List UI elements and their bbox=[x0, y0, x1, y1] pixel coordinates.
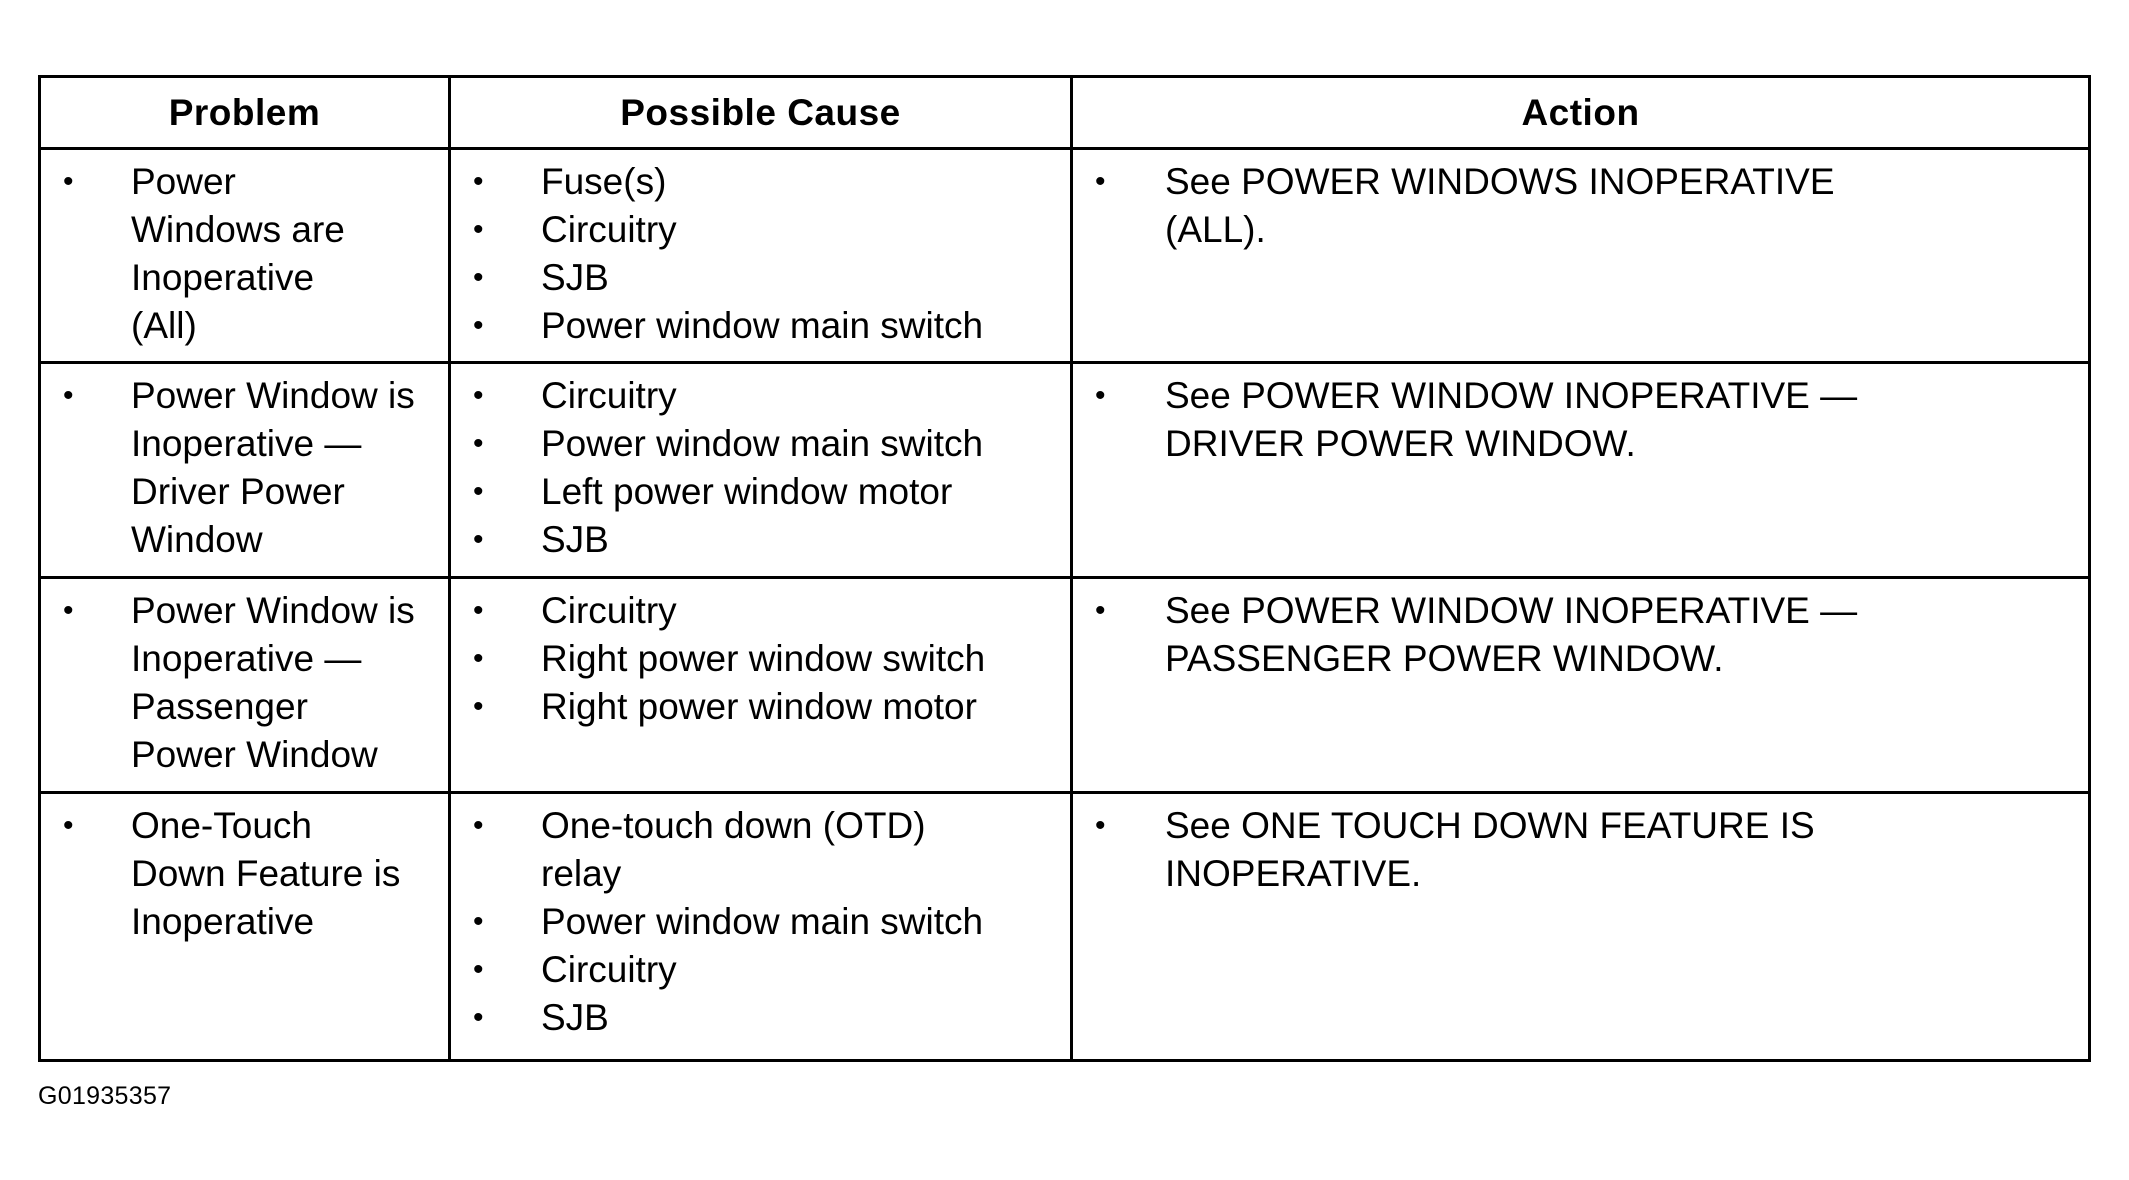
action-item bbox=[1073, 587, 2088, 683]
action-cell bbox=[1073, 364, 2088, 579]
problem-text: One-Touch Down Feature is Inoperative bbox=[131, 805, 401, 942]
problem-text: Power Windows are Inoperative (All) bbox=[131, 161, 345, 346]
bullet-icon: • bbox=[473, 379, 484, 412]
bullet-icon: • bbox=[473, 427, 484, 460]
cause-item bbox=[451, 206, 1070, 254]
bullet-icon: • bbox=[473, 809, 484, 842]
cause-text: Circuitry bbox=[541, 590, 677, 631]
cause-text: Fuse(s) bbox=[541, 161, 667, 202]
bullet-icon: • bbox=[473, 309, 484, 342]
problem-item bbox=[41, 372, 448, 564]
cause-item bbox=[451, 683, 1070, 731]
bullet-icon: • bbox=[473, 1001, 484, 1034]
cause-item bbox=[451, 468, 1070, 516]
action-text: See ONE TOUCH DOWN FEATURE IS INOPERATIVE. bbox=[1165, 805, 1815, 894]
action-text: See POWER WINDOW INOPERATIVE — DRIVER POWER WINDOW. bbox=[1165, 375, 1858, 464]
cause-cell bbox=[451, 150, 1073, 364]
problem-cell bbox=[41, 579, 451, 794]
bullet-icon: • bbox=[473, 594, 484, 627]
cause-text: Power window main switch bbox=[541, 423, 984, 464]
cause-text: Right power window motor bbox=[541, 686, 977, 727]
action-cell bbox=[1073, 150, 2088, 364]
problem-cell bbox=[41, 150, 451, 364]
cause-item bbox=[451, 254, 1070, 302]
cause-text: SJB bbox=[541, 519, 609, 560]
problem-cell bbox=[41, 364, 451, 579]
bullet-icon: • bbox=[63, 165, 74, 198]
cause-text: One-touch down (OTD) relay bbox=[541, 805, 926, 894]
cause-cell bbox=[451, 579, 1073, 794]
header-possible-cause: Possible Cause bbox=[451, 78, 1073, 150]
bullet-icon: • bbox=[473, 905, 484, 938]
bullet-icon: • bbox=[1095, 594, 1106, 627]
cause-item bbox=[451, 302, 1070, 350]
bullet-icon: • bbox=[473, 165, 484, 198]
problem-item bbox=[41, 587, 448, 779]
action-item bbox=[1073, 802, 2088, 898]
bullet-icon: • bbox=[473, 690, 484, 723]
cause-cell bbox=[451, 364, 1073, 579]
cause-item bbox=[451, 898, 1070, 946]
figure-id: G01935357 bbox=[38, 1082, 172, 1110]
bullet-icon: • bbox=[473, 523, 484, 556]
cause-text: Power window main switch bbox=[541, 901, 984, 942]
problem-item bbox=[41, 158, 448, 350]
diagnosis-table bbox=[38, 75, 2091, 1062]
bullet-icon: • bbox=[473, 213, 484, 246]
cause-item bbox=[451, 946, 1070, 994]
cause-text: Circuitry bbox=[541, 375, 677, 416]
cause-item bbox=[451, 158, 1070, 206]
bullet-icon: • bbox=[1095, 379, 1106, 412]
action-text: See POWER WINDOW INOPERATIVE — PASSENGER POWER WINDOW. bbox=[1165, 590, 1858, 679]
bullet-icon: • bbox=[63, 809, 74, 842]
bullet-icon: • bbox=[473, 953, 484, 986]
header-problem: Problem bbox=[41, 78, 451, 150]
problem-text: Power Window is Inoperative — Passenger Power Window bbox=[131, 590, 415, 775]
cause-text: SJB bbox=[541, 997, 609, 1038]
cause-text: Circuitry bbox=[541, 209, 677, 250]
cause-item bbox=[451, 994, 1070, 1042]
bullet-icon: • bbox=[473, 261, 484, 294]
problem-cell bbox=[41, 794, 451, 1059]
cause-item bbox=[451, 420, 1070, 468]
action-text: See POWER WINDOWS INOPERATIVE (ALL). bbox=[1165, 161, 1835, 250]
cause-text: Circuitry bbox=[541, 949, 677, 990]
cause-text: SJB bbox=[541, 257, 609, 298]
bullet-icon: • bbox=[1095, 165, 1106, 198]
action-cell bbox=[1073, 579, 2088, 794]
cause-item bbox=[451, 516, 1070, 564]
action-item bbox=[1073, 158, 2088, 254]
header-action: Action bbox=[1073, 78, 2088, 150]
problem-item bbox=[41, 802, 448, 946]
cause-item bbox=[451, 587, 1070, 635]
cause-text: Right power window switch bbox=[541, 638, 986, 679]
cause-text: Power window main switch bbox=[541, 305, 984, 346]
problem-text: Power Window is Inoperative — Driver Power Window bbox=[131, 375, 415, 560]
action-item bbox=[1073, 372, 2088, 468]
bullet-icon: • bbox=[1095, 809, 1106, 842]
bullet-icon: • bbox=[473, 642, 484, 675]
cause-cell bbox=[451, 794, 1073, 1059]
cause-item bbox=[451, 635, 1070, 683]
cause-item bbox=[451, 802, 1070, 898]
cause-item bbox=[451, 372, 1070, 420]
bullet-icon: • bbox=[473, 475, 484, 508]
cause-text: Left power window motor bbox=[541, 471, 953, 512]
bullet-icon: • bbox=[63, 379, 74, 412]
action-cell bbox=[1073, 794, 2088, 1059]
bullet-icon: • bbox=[63, 594, 74, 627]
